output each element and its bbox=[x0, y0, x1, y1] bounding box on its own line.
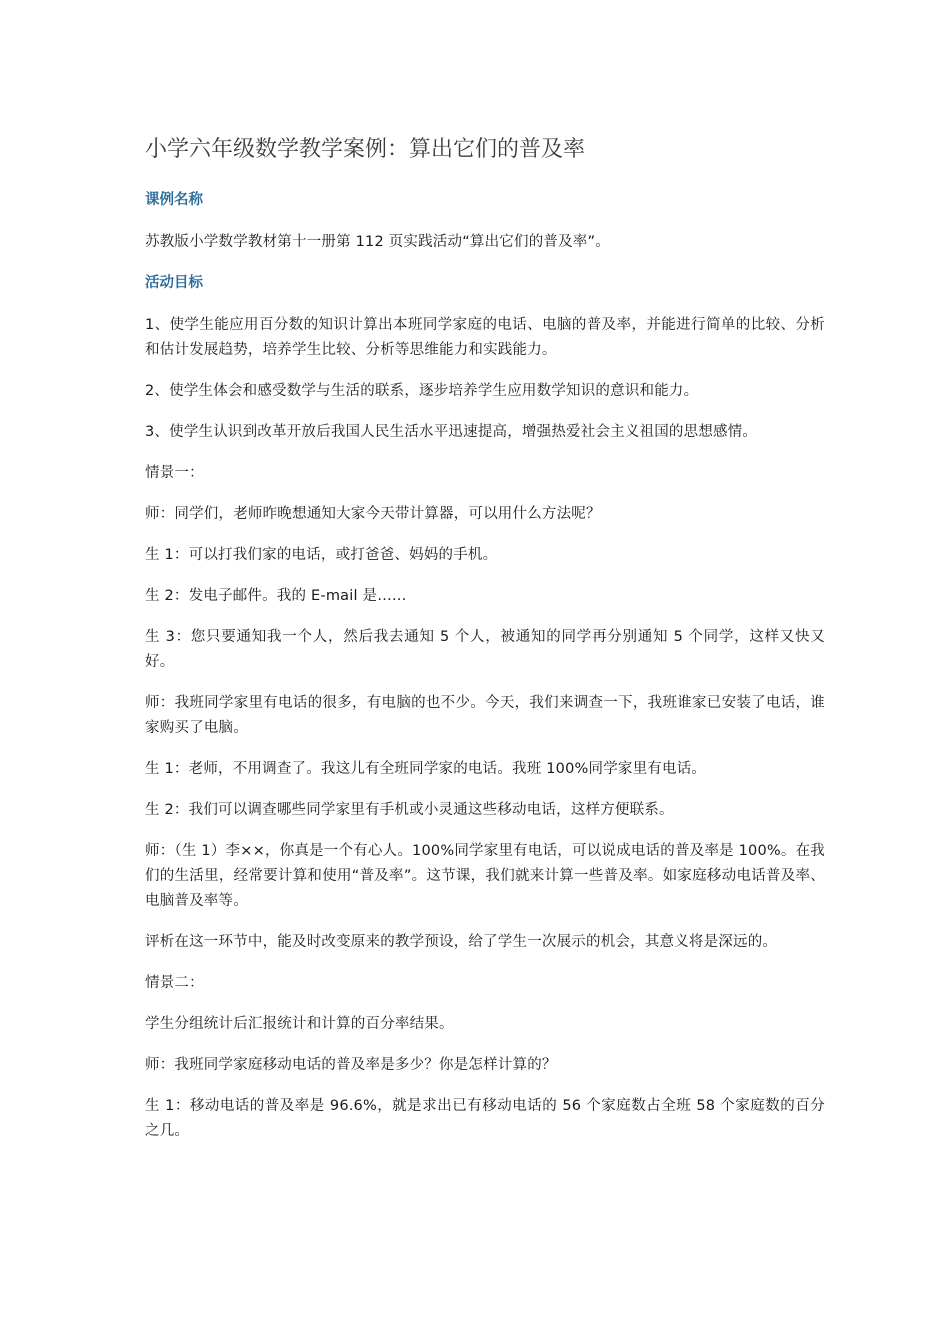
paragraph-scene-2-label: 情景二： bbox=[145, 975, 204, 991]
paragraph-dialogue: 生 1：老师，不用调查了。我这儿有全班同学家的电话。我班 100%同学家里有电话。 bbox=[145, 761, 707, 777]
document-page bbox=[145, 128, 825, 1160]
paragraph-lesson-name: 苏教版小学数学教材第十一册第 112 页实践活动“算出它们的普及率”。 bbox=[145, 234, 610, 250]
paragraph-dialogue: 生 2：发电子邮件。我的 E-mail 是…… bbox=[145, 588, 407, 604]
paragraph-scene-1-label: 情景一： bbox=[145, 465, 204, 481]
section-heading-lesson-name: 课例名称 bbox=[145, 192, 203, 208]
paragraph-dialogue: 师：我班同学家庭移动电话的普及率是多少？你是怎样计算的？ bbox=[145, 1057, 557, 1073]
paragraph-dialogue: 生 3：您只要通知我一个人，然后我去通知 5 个人，被通知的同学再分别通知 5 个同学，这样又快又好。 bbox=[145, 629, 825, 670]
paragraph-narration: 学生分组统计后汇报统计和计算的百分率结果。 bbox=[145, 1016, 454, 1032]
paragraph-dialogue: 师：我班同学家里有电话的很多，有电脑的也不少。今天，我们来调查一下，我班谁家已安装了电话，谁家购买了电脑。 bbox=[145, 695, 825, 736]
paragraph-dialogue: 生 1：可以打我们家的电话，或打爸爸、妈妈的手机。 bbox=[145, 547, 498, 563]
section-heading-objectives: 活动目标 bbox=[145, 275, 203, 291]
paragraph-dialogue: 师：（生 1）李××，你真是一个有心人。100%同学家里有电话，可以说成电话的普及率是 100%。在我们的生活里，经常要计算和使用“普及率”。这节课，我们就来计算一些普及率。如家庭移动电话普及率、电脑普及率等。 bbox=[145, 843, 825, 909]
paragraph-dialogue: 师：同学们，老师昨晚想通知大家今天带计算器，可以用什么方法呢？ bbox=[145, 506, 601, 522]
paragraph-objective-2: 2、使学生体会和感受数学与生活的联系，逐步培养学生应用数学知识的意识和能力。 bbox=[145, 383, 699, 399]
document-title: 小学六年级数学教学案例：算出它们的普及率 bbox=[145, 137, 586, 162]
paragraph-dialogue: 生 2：我们可以调查哪些同学家里有手机或小灵通这些移动电话，这样方便联系。 bbox=[145, 802, 674, 818]
paragraph-commentary: 评析在这一环节中，能及时改变原来的教学预设，给了学生一次展示的机会，其意义将是深远的。 bbox=[145, 934, 778, 950]
paragraph-dialogue: 生 1：移动电话的普及率是 96.6%，就是求出已有移动电话的 56 个家庭数占全班 58 个家庭数的百分之几。 bbox=[145, 1098, 825, 1139]
paragraph-objective-1: 1、使学生能应用百分数的知识计算出本班同学家庭的电话、电脑的普及率，并能进行简单的比较、分析和估计发展趋势，培养学生比较、分析等思维能力和实践能力。 bbox=[145, 317, 825, 358]
paragraph-objective-3: 3、使学生认识到改革开放后我国人民生活水平迅速提高，增强热爱社会主义祖国的思想感情。 bbox=[145, 424, 758, 440]
